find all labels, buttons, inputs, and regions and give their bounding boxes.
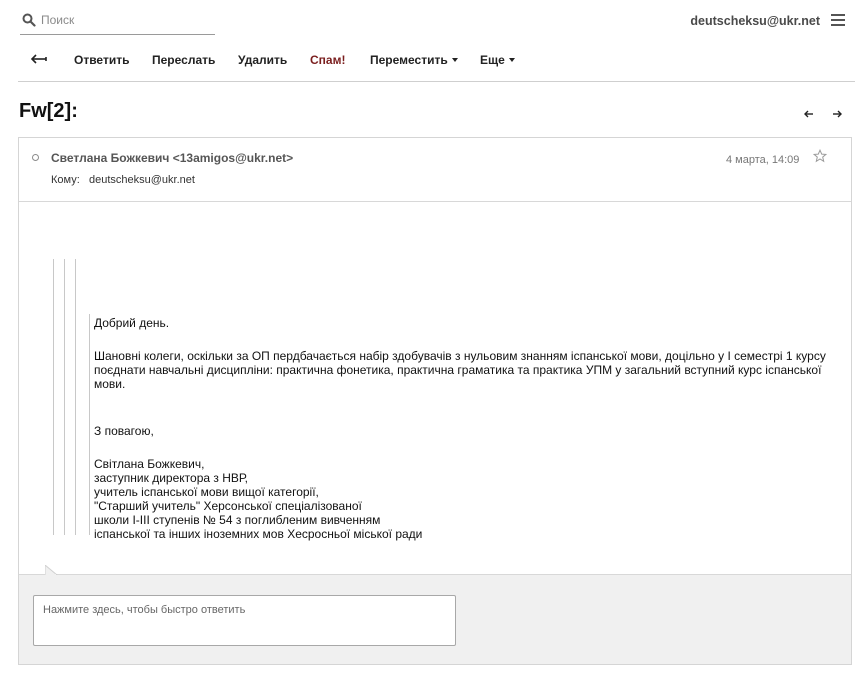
quick-reply-input[interactable]: Нажмите здесь, чтобы быстро ответить bbox=[33, 595, 456, 646]
move-button-label: Переместить bbox=[370, 53, 448, 67]
delete-button[interactable]: Удалить bbox=[238, 53, 288, 67]
sender[interactable]: Светлана Божкевич <13amigos@ukr.net> bbox=[51, 151, 294, 165]
spam-button[interactable]: Спам! bbox=[310, 53, 346, 67]
message-header bbox=[19, 138, 851, 202]
message-subject: Fw[2]: bbox=[19, 100, 78, 122]
to-label: Кому: bbox=[51, 174, 80, 186]
recipient[interactable]: deutscheksu@ukr.net bbox=[89, 174, 195, 186]
message-body bbox=[94, 316, 834, 541]
hamburger-menu-icon[interactable] bbox=[831, 14, 845, 26]
forward-button[interactable]: Переслать bbox=[152, 53, 216, 67]
star-icon[interactable] bbox=[813, 149, 827, 163]
arrow-right-icon[interactable] bbox=[832, 109, 842, 119]
unread-dot-icon[interactable] bbox=[32, 154, 39, 161]
message-toolbar bbox=[18, 42, 855, 82]
signature-line: заступник директора з НВР, bbox=[94, 471, 248, 485]
body-greeting: Добрий день. bbox=[94, 316, 170, 330]
body-regards: З повагою, bbox=[94, 424, 154, 438]
message-card bbox=[18, 137, 852, 665]
message-date: 4 марта, 14:09 bbox=[726, 154, 800, 166]
account-email[interactable]: deutscheksu@ukr.net bbox=[690, 14, 820, 28]
chevron-down-icon bbox=[452, 58, 458, 62]
signature-line: школи І-ІІІ ступенів № 54 з поглибленим вивченням bbox=[94, 513, 381, 527]
signature-line: іспанської та інших іноземних мов Хесросньої міської ради bbox=[94, 527, 423, 541]
quick-reply-area bbox=[19, 574, 851, 664]
signature-line: учитель іспанської мови вищої категорії, bbox=[94, 485, 319, 499]
search-box bbox=[20, 8, 215, 35]
search-input[interactable] bbox=[41, 10, 211, 30]
top-bar bbox=[0, 0, 855, 36]
reply-notch bbox=[45, 565, 61, 575]
move-button[interactable] bbox=[370, 53, 458, 67]
more-button-label: Еще bbox=[480, 53, 505, 67]
more-button[interactable] bbox=[480, 53, 515, 67]
signature-line: "Старший учитель" Херсонської спеціалізованої bbox=[94, 499, 362, 513]
back-arrow-icon[interactable] bbox=[30, 52, 48, 66]
reply-button[interactable]: Ответить bbox=[74, 53, 130, 67]
search-icon[interactable] bbox=[22, 13, 36, 27]
signature-line: Світлана Божкевич, bbox=[94, 457, 205, 471]
arrow-left-icon[interactable] bbox=[804, 109, 814, 119]
chevron-down-icon bbox=[509, 58, 515, 62]
body-paragraph: Шановні колеги, оскільки за ОП пердбачається набір здобувачів з нульовим знанням іспанської мови, доцільно у І семестрі 1 курсу поєднати навчальні дисципліни: практична фонетика, практична граматика та практика УПМ у загальний вступний курс іспанської мови. bbox=[94, 349, 826, 391]
